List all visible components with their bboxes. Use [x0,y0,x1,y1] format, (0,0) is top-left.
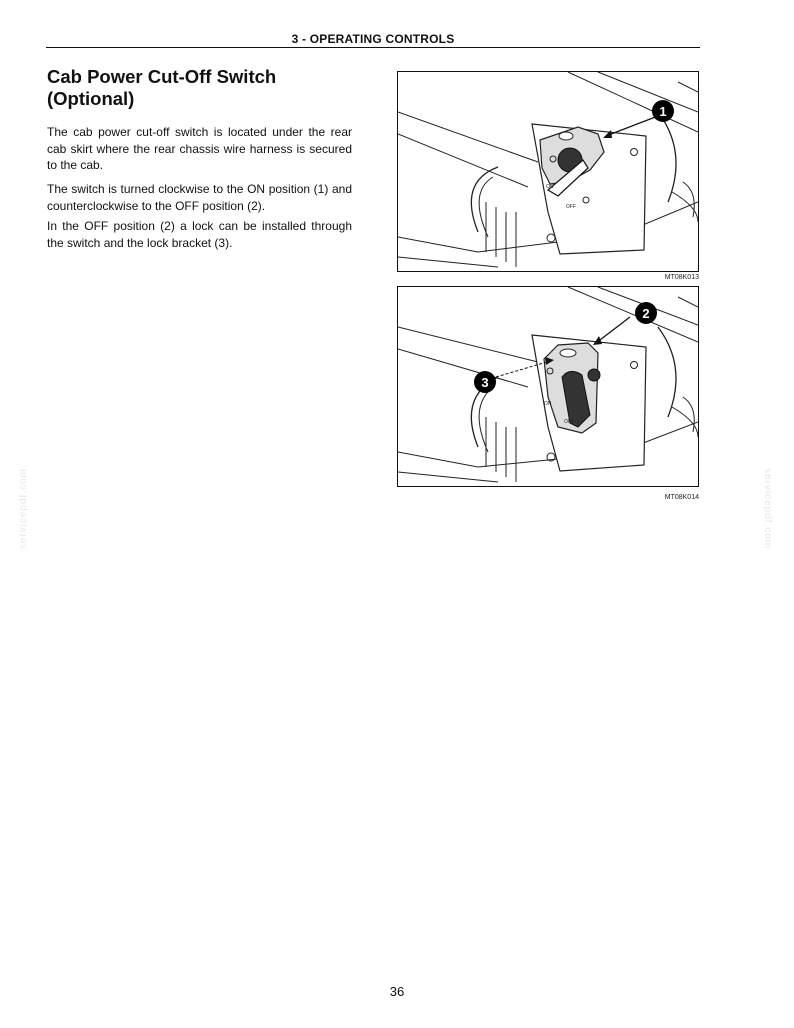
watermark-left: servicepdf.com [18,468,29,550]
page-number: 36 [389,984,405,999]
figure-switch-on [397,71,699,272]
section-title-line1: Cab Power Cut-Off Switch [47,66,277,87]
figure-1-caption: MT08K013 [664,274,699,281]
callout-1-label: 1 [659,104,667,119]
paragraph-location: The cab power cut-off switch is located under the rear cab skirt where the rear chassis wire harness is secured to the cab. [47,125,352,172]
page-header: 3 - OPERATING CONTROLS [291,32,455,46]
callout-2-label: 2 [642,306,650,321]
switch-on-illustration [398,72,698,271]
watermark-right: servicepdf.com [762,468,773,550]
callout-arrow [606,116,658,136]
paragraph-lock: In the OFF position (2) a lock can be installed through the switch and the lock bracket (3). [47,219,352,250]
callout-2-arrow [596,317,630,343]
callout-3-label: 3 [481,375,489,390]
switch-label-off: OFF [566,204,576,210]
switch-label-on: ON [544,401,552,407]
figure-2-caption: MT08K014 [664,494,699,501]
header-rule [46,47,700,48]
section-title-line2: (Optional) [47,88,135,109]
switch-label-on: ON [546,184,554,190]
switch-label-off: OFF [564,419,574,425]
switch-off-illustration [398,287,698,486]
paragraph-positions: The switch is turned clockwise to the ON position (1) and counterclockwise to the OFF position (2). [47,182,352,213]
figure-switch-off [397,286,699,487]
section-title [47,66,367,110]
